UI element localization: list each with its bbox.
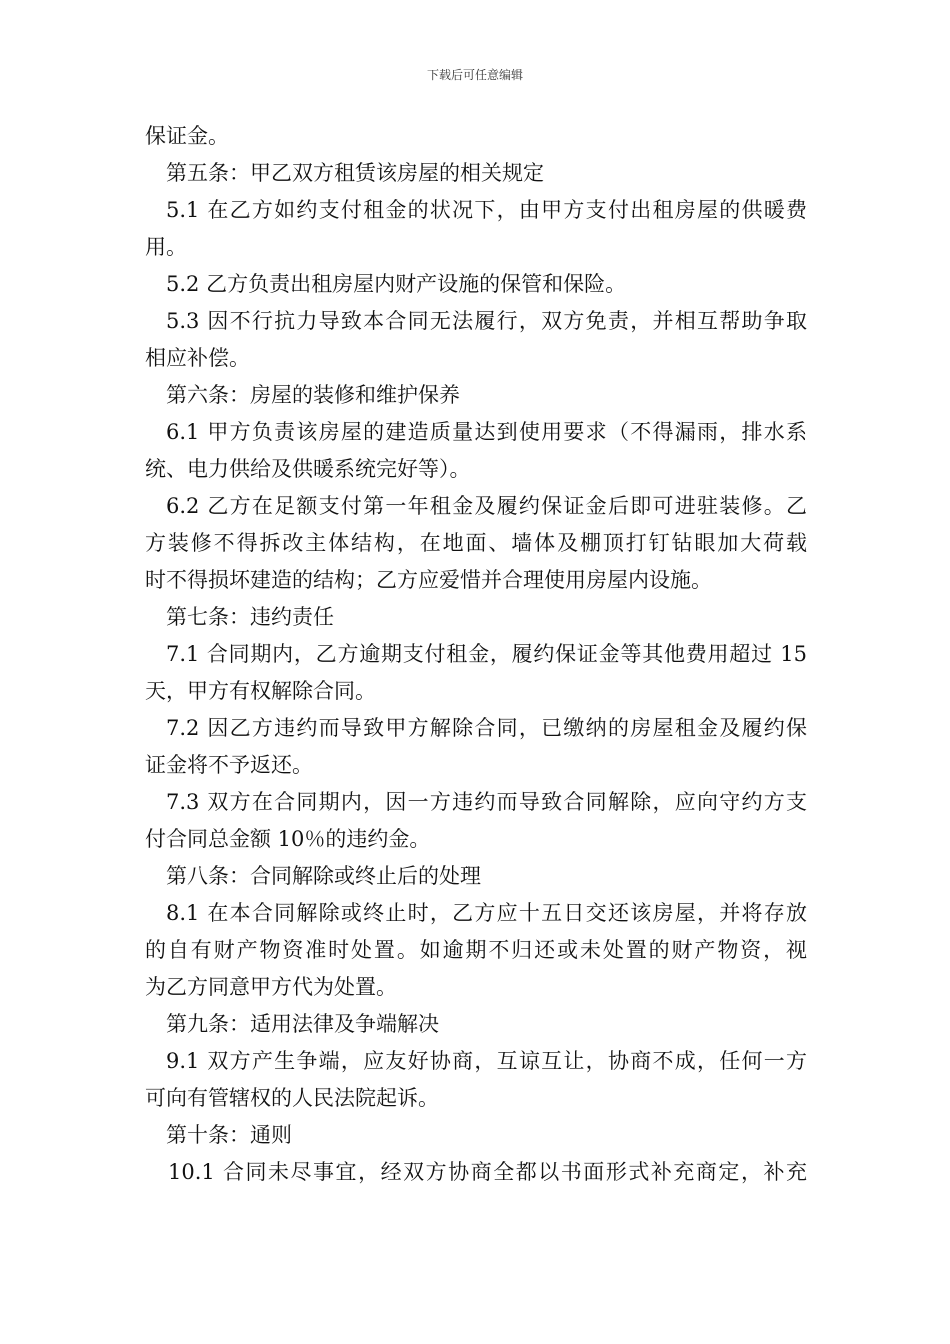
- document-line: 第十条：通则: [166, 1123, 292, 1147]
- document-line: 第九条：适用法律及争端解决: [166, 1012, 439, 1036]
- document-line: 8.1 在本合同解除或终止时，乙方应十五日交还该房屋，并将存放: [166, 901, 807, 925]
- document-line: 保证金。: [145, 124, 229, 148]
- document-line: 5.3 因不行抗力导致本合同无法履行，双方免责，并相互帮助争取: [166, 309, 807, 333]
- document-body: [145, 118, 807, 1191]
- document-line: 用。: [145, 235, 187, 259]
- document-line: 证金将不予返还。: [145, 753, 313, 777]
- document-line: 相应补偿。: [145, 346, 250, 370]
- document-line: 第六条：房屋的装修和维护保养: [166, 383, 460, 407]
- document-line: 10.1 合同未尽事宜，经双方协商全都以书面形式补充商定，补充: [168, 1160, 807, 1184]
- document-line: 7.2 因乙方违约而导致甲方解除合同，已缴纳的房屋租金及履约保: [166, 716, 807, 740]
- document-line: 付合同总金额 10％的违约金。: [145, 827, 431, 851]
- document-line: 的自有财产物资准时处置。如逾期不归还或未处置的财产物资，视: [145, 938, 807, 962]
- document-line: 9.1 双方产生争端，应友好协商，互谅互让，协商不成，任何一方: [166, 1049, 807, 1073]
- document-line: 第八条：合同解除或终止后的处理: [166, 864, 481, 888]
- document-line: 天，甲方有权解除合同。: [145, 679, 376, 703]
- document-line: 方装修不得拆改主体结构，在地面、墙体及棚顶打钉钻眼加大荷载: [145, 531, 807, 555]
- document-line: 第七条：违约责任: [166, 605, 334, 629]
- document-line: 7.1 合同期内，乙方逾期支付租金，履约保证金等其他费用超过 15: [166, 642, 807, 666]
- document-line: 第五条：甲乙双方租赁该房屋的相关规定: [166, 161, 544, 185]
- document-line: 5.1 在乙方如约支付租金的状况下，由甲方支付出租房屋的供暖费: [166, 198, 807, 222]
- document-line: 时不得损坏建造的结构；乙方应爱惜并合理使用房屋内设施。: [145, 568, 712, 592]
- document-line: 6.1 甲方负责该房屋的建造质量达到使用要求（不得漏雨，排水系: [166, 420, 807, 444]
- document-line: 7.3 双方在合同期内，因一方违约而导致合同解除，应向守约方支: [166, 790, 807, 814]
- document-line: 为乙方同意甲方代为处置。: [145, 975, 397, 999]
- document-line: 可向有管辖权的人民法院起诉。: [145, 1086, 439, 1110]
- document-line: 5.2 乙方负责出租房屋内财产设施的保管和保险。: [166, 272, 627, 296]
- document-line: 6.2 乙方在足额支付第一年租金及履约保证金后即可进驻装修。乙: [166, 494, 807, 518]
- document-line: 统、电力供给及供暖系统完好等）。: [145, 457, 471, 481]
- page-header: 下载后可任意编辑: [426, 68, 523, 82]
